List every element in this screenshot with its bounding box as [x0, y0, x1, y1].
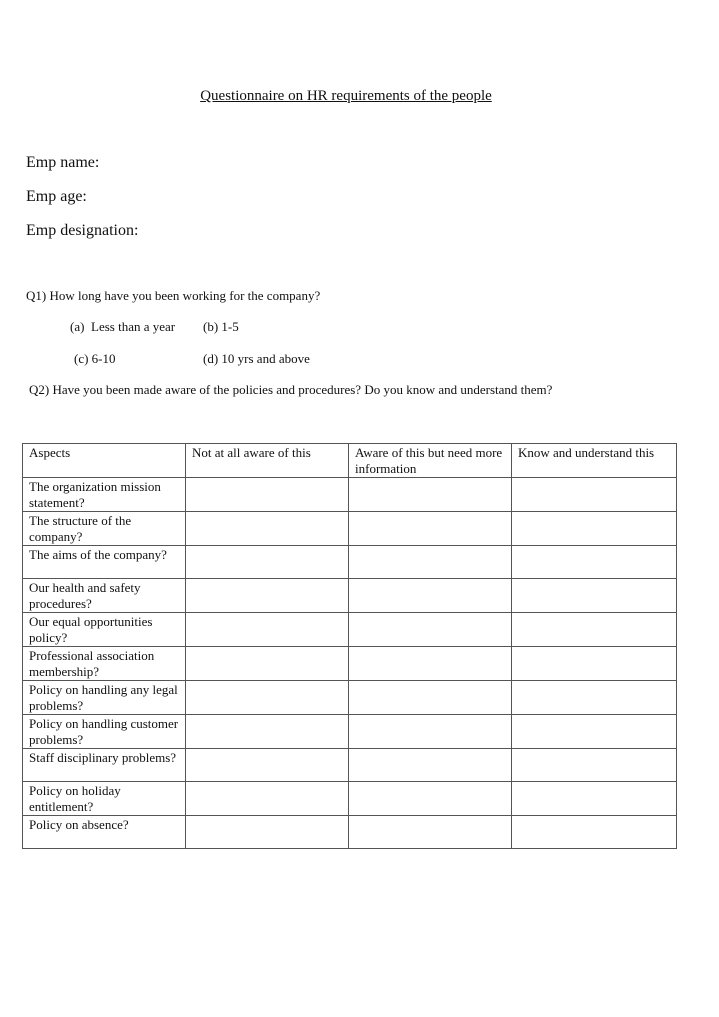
table-row — [23, 816, 677, 849]
aspect-label: Policy on absence? — [23, 816, 186, 849]
not-aware-cell[interactable] — [186, 749, 349, 782]
need-more-info-cell[interactable] — [349, 647, 512, 681]
know-understand-cell[interactable] — [512, 512, 677, 546]
table-row — [23, 546, 677, 579]
option-d-label: (d) 10 yrs and above — [203, 351, 310, 366]
table-row — [23, 749, 677, 782]
header-aspects: Aspects — [23, 444, 186, 478]
aspect-label: The structure of the company? — [23, 512, 186, 546]
header-need-more-info: Aware of this but need more information — [349, 444, 512, 478]
header-not-aware: Not at all aware of this — [186, 444, 349, 478]
not-aware-cell[interactable] — [186, 782, 349, 816]
option-a-marker: (a) — [70, 319, 85, 334]
need-more-info-cell[interactable] — [349, 681, 512, 715]
aspect-label: The organization mission statement? — [23, 478, 186, 512]
aspect-label: Policy on holiday entitlement? — [23, 782, 186, 816]
table-header-row — [23, 444, 677, 478]
need-more-info-cell[interactable] — [349, 512, 512, 546]
know-understand-cell[interactable] — [512, 579, 677, 613]
table-row — [23, 512, 677, 546]
not-aware-cell[interactable] — [186, 816, 349, 849]
need-more-info-cell[interactable] — [349, 579, 512, 613]
not-aware-cell[interactable] — [186, 512, 349, 546]
aspect-label: Staff disciplinary problems? — [23, 749, 186, 782]
aspect-label: Professional association membership? — [23, 647, 186, 681]
know-understand-cell[interactable] — [512, 782, 677, 816]
not-aware-cell[interactable] — [186, 546, 349, 579]
know-understand-cell[interactable] — [512, 478, 677, 512]
not-aware-cell[interactable] — [186, 715, 349, 749]
need-more-info-cell[interactable] — [349, 715, 512, 749]
not-aware-cell[interactable] — [186, 579, 349, 613]
aspect-label: Our health and safety procedures? — [23, 579, 186, 613]
table-row — [23, 478, 677, 512]
not-aware-cell[interactable] — [186, 681, 349, 715]
table-row — [23, 647, 677, 681]
know-understand-cell[interactable] — [512, 647, 677, 681]
question-2: Q2) Have you been made aware of the policies and procedures? Do you know and understand them? — [29, 382, 553, 397]
know-understand-cell[interactable] — [512, 546, 677, 579]
aspect-label: Policy on handling any legal problems? — [23, 681, 186, 715]
aspect-label: Our equal opportunities policy? — [23, 613, 186, 647]
not-aware-cell[interactable] — [186, 613, 349, 647]
header-know-understand: Know and understand this — [512, 444, 677, 478]
know-understand-cell[interactable] — [512, 816, 677, 849]
aspect-label: Policy on handling customer problems? — [23, 715, 186, 749]
page-title: Questionnaire on HR requirements of the people — [200, 88, 492, 104]
table-row — [23, 715, 677, 749]
table-row — [23, 579, 677, 613]
need-more-info-cell[interactable] — [349, 816, 512, 849]
need-more-info-cell[interactable] — [349, 613, 512, 647]
need-more-info-cell[interactable] — [349, 749, 512, 782]
option-b-label: (b) 1-5 — [203, 319, 239, 334]
need-more-info-cell[interactable] — [349, 546, 512, 579]
need-more-info-cell[interactable] — [349, 478, 512, 512]
option-a-label: Less than a year — [91, 319, 176, 334]
aspect-label: The aims of the company? — [23, 546, 186, 579]
not-aware-cell[interactable] — [186, 478, 349, 512]
know-understand-cell[interactable] — [512, 681, 677, 715]
know-understand-cell[interactable] — [512, 613, 677, 647]
need-more-info-cell[interactable] — [349, 782, 512, 816]
emp-designation-label: Emp designation: — [26, 222, 139, 239]
awareness-table — [22, 443, 677, 849]
table-row — [23, 782, 677, 816]
question-1: Q1) How long have you been working for the company? — [26, 288, 321, 303]
not-aware-cell[interactable] — [186, 647, 349, 681]
table-row — [23, 613, 677, 647]
know-understand-cell[interactable] — [512, 749, 677, 782]
table-row — [23, 681, 677, 715]
emp-age-label: Emp age: — [26, 188, 87, 205]
emp-name-label: Emp name: — [26, 154, 100, 171]
know-understand-cell[interactable] — [512, 715, 677, 749]
option-c-label: (c) 6-10 — [74, 351, 116, 366]
